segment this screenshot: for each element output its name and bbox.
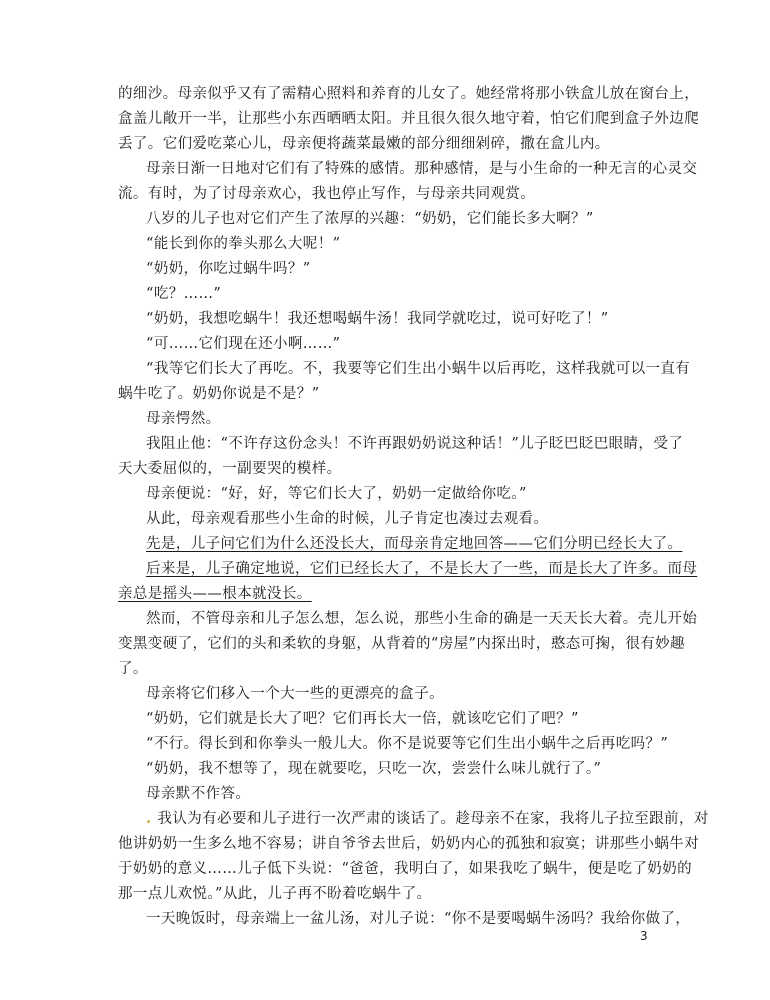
text-line: 蜗牛吃了。奶奶你说是不是？” xyxy=(118,386,320,402)
text-line: “奶奶，我想吃蜗牛！我还想喝蜗牛汤！我同学就吃过，说可好吃了！” xyxy=(146,311,609,327)
text-line: 天大委屈似的，一副要哭的模样。 xyxy=(118,461,342,477)
text-line: 从此，母亲观看那些小生命的时候，儿子肯定也凑过去观看。 xyxy=(146,511,549,527)
text-line: “可……它们现在还小啊……” xyxy=(146,336,341,352)
text-line: “奶奶，你吃过蜗牛吗？” xyxy=(146,261,311,277)
text-line: 母亲将它们移入一个大一些的更漂亮的盒子。 xyxy=(146,686,444,702)
text-line: “我等它们长大了再吃。不，我要等它们生出小蜗牛以后再吃，这样我就可以一直有 xyxy=(146,361,691,377)
text-line: 流。有时，为了讨母亲欢心，我也停止写作，与母亲共同观赏。 xyxy=(118,186,536,202)
text-span: 我认为有必要和儿子进行一次严肃的谈话了。趁母亲不在家，我将儿子拉至跟前，对 xyxy=(157,811,709,827)
underlined-line: 后来是，儿子确定地说，它们已经长大了，不是长大了一些，而是长大了许多。而母 xyxy=(146,561,698,577)
text-line: 丢了。它们爱吃菜心儿，母亲便将蔬菜最嫩的部分细细剁碎，撒在盒儿内。 xyxy=(118,136,610,152)
text-line: “奶奶，我不想等了，现在就要吃，只吃一次，尝尝什么味儿就行了。” xyxy=(146,761,602,777)
underlined-line: 亲总是摇头——根本就没长。 xyxy=(118,586,312,602)
text-line: 然而，不管母亲和儿子怎么想，怎么说，那些小生命的确是一天天长大着。壳儿开始 xyxy=(146,611,698,627)
underlined-line: 先是，儿子问它们为什么还没长大，而母亲肯定地回答——它们分明已经长大了。 xyxy=(146,536,683,552)
text-line: 于奶奶的意义……儿子低下头说：“爸爸，我明白了，如果我吃了蜗牛，便是吃了奶奶的 xyxy=(118,861,693,877)
text-line: “吃？……” xyxy=(146,286,222,302)
text-line: “不行。得长到和你拳头一般儿大。你不是说要等它们生出小蜗牛之后再吃吗？” xyxy=(146,736,669,752)
text-line: 八岁的儿子也对它们产生了浓厚的兴趣：“奶奶，它们能长多大啊？” xyxy=(146,211,594,227)
text-line: 母亲便说：“好，好，等它们长大了，奶奶一定做给你吃。” xyxy=(146,486,527,502)
text-line: “奶奶，它们就是长大了吧？它们再长大一倍，就该吃它们了吧？” xyxy=(146,711,579,727)
text-line: 盒盖儿敞开一半，让那些小东西晒晒太阳。并且很久很久地守着，怕它们爬到盒子外边爬 xyxy=(118,111,700,127)
text-line: 那一点儿欢悦。”从此，儿子再不盼着吃蜗牛了。 xyxy=(118,886,432,902)
text-line: 母亲日渐一日地对它们有了特殊的感情。那种感情，是与小生命的一种无言的心灵交 xyxy=(146,161,698,177)
page-number: 3 xyxy=(640,929,648,943)
bullet-mark: . xyxy=(146,810,152,827)
text-line: 我阻止他：“不许存这份念头！不许再跟奶奶说这种话！”儿子眨巴眨巴眼睛，受了 xyxy=(146,436,684,452)
text-line: 一天晚饭时，母亲端上一盆儿汤，对儿子说：“你不是要喝蜗牛汤吗？我给你做了， xyxy=(146,911,691,927)
text-line: 他讲奶奶一生多么地不容易；讲自爷爷去世后，奶奶内心的孤独和寂寞；讲那些小蜗牛对 xyxy=(118,836,700,852)
text-line: “能长到你的拳头那么大呢！” xyxy=(146,236,341,252)
text-line: 母亲默不作答。 xyxy=(146,786,251,802)
text-line: 变黑变硬了，它们的头和柔软的身躯，从背着的“房屋”内探出时，憨态可掬，很有妙趣 xyxy=(118,636,685,652)
text-line: 母亲愕然。 xyxy=(146,411,221,427)
text-line: 了。 xyxy=(118,661,148,677)
text-line xyxy=(146,809,709,829)
text-line: 的细沙。母亲似乎又有了需精心照料和养育的儿女了。她经常将那小铁盒儿放在窗台上， xyxy=(118,86,700,102)
